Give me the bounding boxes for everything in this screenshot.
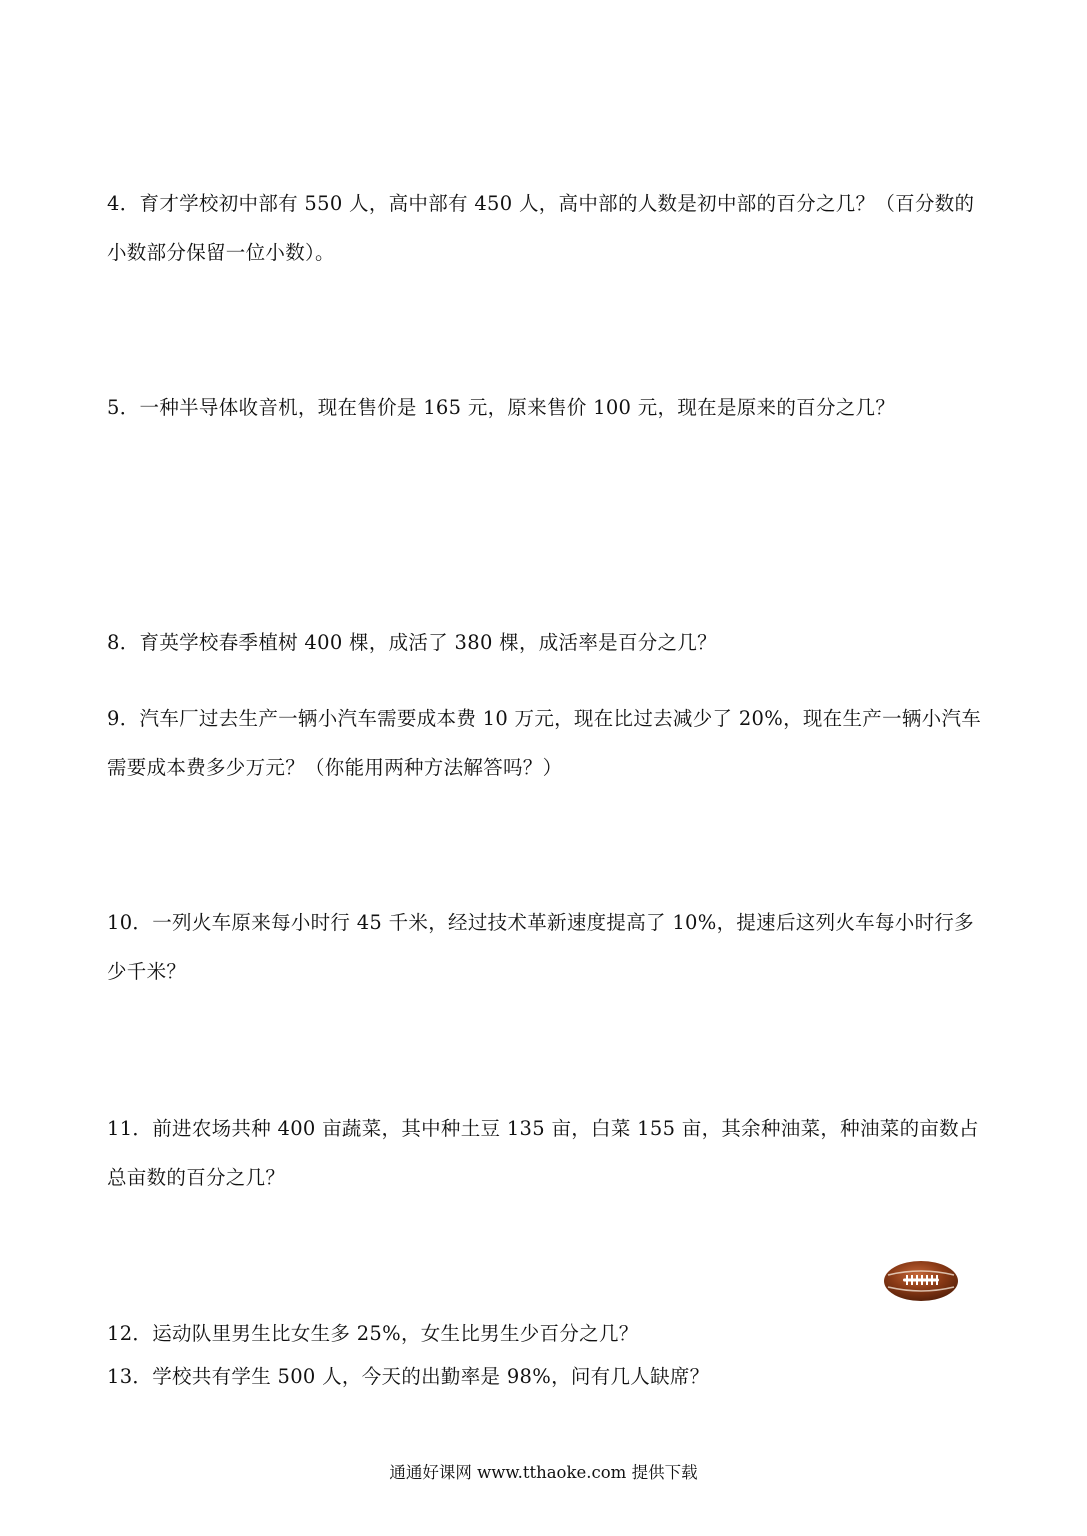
question-13	[107, 1355, 987, 1399]
question-number: 11．	[107, 1117, 153, 1140]
question-number: 13．	[107, 1365, 153, 1388]
question-text: 汽车厂过去生产一辆小汽车需要成本费 10 万元，现在比过去减少了 20%，现在生产一辆小汽车需要成本费多少万元？（你能用两种方法解答吗？）	[107, 707, 982, 779]
question-number: 5．	[107, 396, 140, 419]
question-text: 一列火车原来每小时行 45 千米，经过技术革新速度提高了 10%，提速后这列火车每小时行多少千米？	[107, 911, 974, 983]
question-text: 育英学校春季植树 400 棵，成活了 380 棵，成活率是百分之几？	[139, 631, 717, 654]
question-10	[107, 898, 987, 996]
football-icon	[882, 1259, 960, 1303]
question-text: 一种半导体收音机，现在售价是 165 元，原来售价 100 元，现在是原来的百分之几？	[139, 396, 896, 419]
question-number: 12．	[107, 1322, 153, 1345]
question-text: 育才学校初中部有 550 人，高中部有 450 人，高中部的人数是初中部的百分之几？（百分数的小数部分保留一位小数）。	[107, 192, 975, 264]
question-number: 4．	[107, 192, 140, 215]
question-5	[107, 383, 987, 432]
question-text: 前进农场共种 400 亩蔬菜，其中种土豆 135 亩，白菜 155 亩，其余种油菜，种油菜的亩数占总亩数的百分之几？	[107, 1117, 979, 1189]
page-footer	[0, 1460, 1087, 1486]
question-number: 9．	[107, 707, 140, 730]
question-9	[107, 694, 987, 792]
question-11	[107, 1104, 987, 1202]
footer-suffix: 提供下载	[631, 1463, 698, 1482]
question-12	[107, 1312, 987, 1356]
footer-site-name: 通通好课网	[389, 1463, 472, 1482]
question-text: 运动队里男生比女生多 25%，女生比男生少百分之几？	[152, 1322, 639, 1345]
question-text: 学校共有学生 500 人，今天的出勤率是 98%，问有几人缺席？	[152, 1365, 710, 1388]
question-8	[107, 618, 987, 667]
footer-url: www.tthaoke.com	[477, 1463, 627, 1482]
question-number: 8．	[107, 631, 140, 654]
question-number: 10．	[107, 911, 153, 934]
question-4	[107, 179, 987, 277]
